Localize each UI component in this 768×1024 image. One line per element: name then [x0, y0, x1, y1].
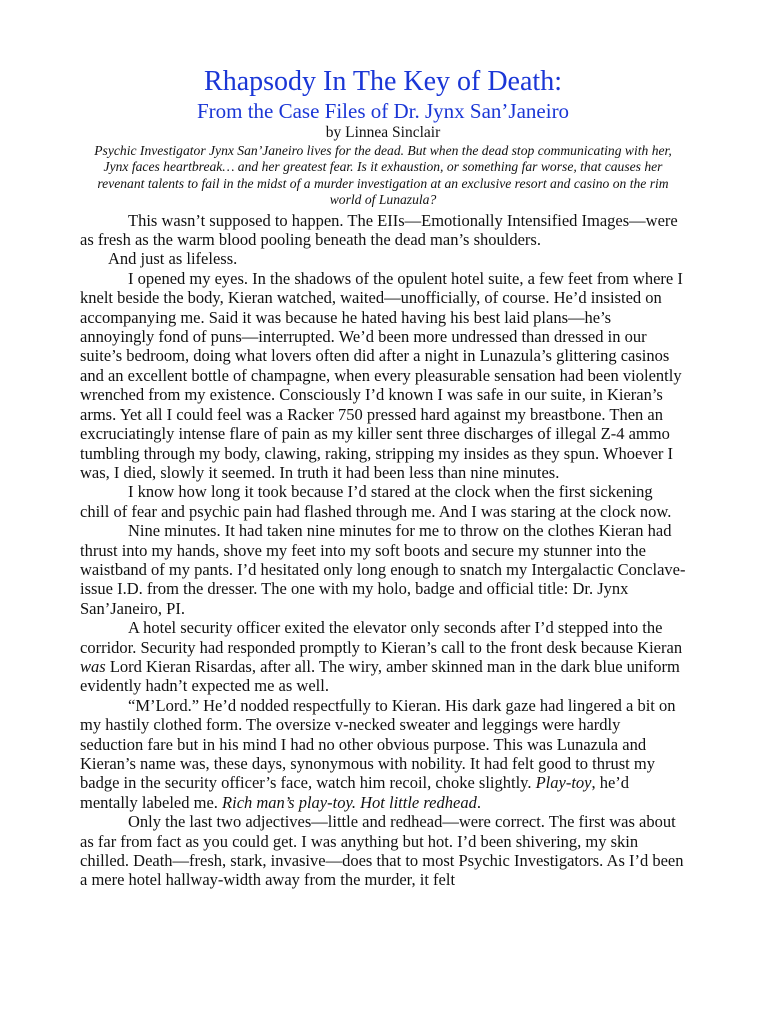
story-body	[80, 211, 686, 890]
story-subtitle: From the Case Files of Dr. Jynx San’Janeiro	[196, 99, 570, 123]
paragraph-text: A hotel security officer exited the elevator only seconds after I’d stepped into the corridor. Security had responded promptly to Kieran’s call to the front desk because Kieran	[80, 618, 683, 657]
paragraph: I know how long it took because I’d stared at the clock when the first sickening chill of fear and psychic pain had flashed through me. And I was staring at the clock now.	[80, 482, 672, 521]
paragraph: Only the last two adjectives—little and redhead—were correct. The first was about as far from fact as you could get. I was anything but hot. I’d been shivering, my skin chilled. Death—fresh, stark, invasive—does that to most Psychic Investigators. As I’d been a mere hotel hallway-width away from the murder, it felt	[80, 812, 684, 890]
emphasis-text: was	[80, 656, 106, 676]
paragraph-text: , he’d mentally labeled me.	[80, 773, 630, 812]
paragraph-text: “M’Lord.” He’d nodded respectfully to Kieran. His dark gaze had lingered a bit on my hastily clothed form. The oversize v-necked sweater and leggings were hardly seduction fare but in his mind I had no other obvious purpose. This was Lunazula and Kieran’s name was, these days, synonymous with nobility. It had felt good to thrust my badge in the security officer’s face, watch him recoil, choke slightly.	[80, 695, 676, 793]
paragraph: And just as lifeless.	[108, 249, 238, 269]
paragraph: Nine minutes. It had taken nine minutes for me to throw on the clothes Kieran had thrust into my hands, shove my feet into my soft boots and secure my stunner into the waistband of my pants. I’d hesitated only long enough to snatch my Intergalactic Conclave-issue I.D. from the dresser. The one with my holo, badge and official title: Dr. Jynx San’Janeiro, PI.	[80, 521, 686, 618]
paragraph	[80, 618, 686, 696]
author-byline: by Linnea Sinclair	[325, 124, 441, 141]
paragraph	[80, 696, 686, 812]
paragraph-text: Lord Kieran Risardas, after all. The wiry, amber skinned man in the dark blue uniform evidently hadn’t expected me as well.	[80, 656, 680, 696]
story-title: Rhapsody In The Key of Death:	[204, 66, 562, 97]
paragraph-text: .	[476, 792, 481, 812]
emphasis-text: Play-toy	[535, 773, 592, 793]
paragraph: I opened my eyes. In the shadows of the opulent hotel suite, a few feet from where I knelt beside the body, Kieran watched, waited—unofficially, of course. He’d insisted on accompanying me. Said it was because he hated having his best laid plans—he’s annoyingly fond of puns—interrupted. We’d been more undressed than dressed in our suite’s bedroom, doing what lovers often did after a night in Lunazula’s glittering casinos and an excellent bottle of champagne, when every pleasurable sensation had been violently wrenched from my existence. Consciously I’d known I was safe in our suite, in Kieran’s arms. Yet all I could feel was a Racker 750 pressed hard against my breastbone. Then an excruciatingly intense flare of pain as my killer sent three discharges of illegal Z-4 ammo tumbling through my body, clawing, raking, stripping my insides as they spun. Whoever I was, I died, slowly it seemed. In truth it had been less than nine minutes.	[80, 268, 683, 482]
story-blurb: Psychic Investigator Jynx San’Janeiro lives for the dead. But when the dead stop communicating with her, Jynx faces heartbreak… and her greatest fear. Is it exhaustion, or something far worse, that causes her revenant talents to fail in the midst of a murder investigation at an exclusive resort and casino on the rim world of Lunazula?	[94, 143, 672, 208]
paragraph: This wasn’t supposed to happen. The EIIs—Emotionally Intensified Images—were as fresh as the warm blood pooling beneath the dead man’s shoulders.	[80, 210, 678, 250]
emphasis-text: Rich man’s play-toy. Hot little redhead	[222, 792, 477, 812]
